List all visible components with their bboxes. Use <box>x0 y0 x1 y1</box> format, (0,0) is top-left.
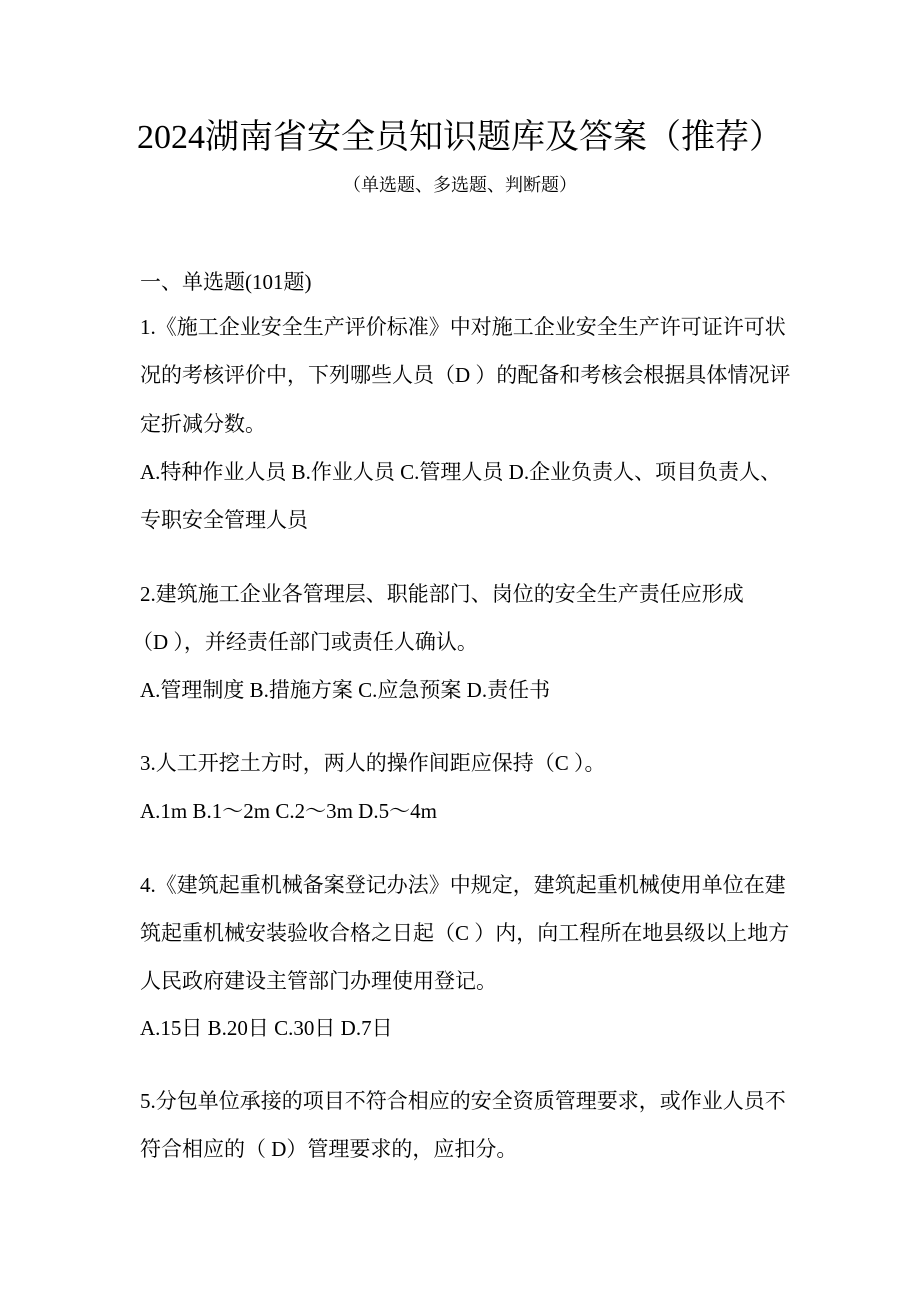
question-text-line: 符合相应的（ D）管理要求的，应扣分。 <box>140 1137 518 1161</box>
question-options-line: A.特种作业人员 B.作业人员 C.管理人员 D.企业负责人、项目负责人、 <box>140 460 782 484</box>
question-text-line: 4.《建筑起重机械备案登记办法》中规定，建筑起重机械使用单位在建 <box>140 873 786 897</box>
question-text-line: 况的考核评价中，下列哪些人员（D ）的配备和考核会根据具体情况评 <box>140 363 791 387</box>
question-text-line: 定折减分数。 <box>140 412 266 436</box>
question-options-line: A.管理制度 B.措施方案 C.应急预案 D.责任书 <box>140 678 551 702</box>
document-subtitle: （单选题、多选题、判断题） <box>343 175 577 195</box>
question-text-line: 2.建筑施工企业各管理层、职能部门、岗位的安全生产责任应形成 <box>140 582 744 606</box>
question-text-line: 筑起重机械安装验收合格之日起（C ）内，向工程所在地县级以上地方 <box>140 921 790 945</box>
question-text-line: 1.《施工企业安全生产评价标准》中对施工企业安全生产许可证许可状 <box>140 315 786 339</box>
question-options-line: A.1m B.1～2m C.2～3m D.5～4m <box>140 799 437 823</box>
question-text-line: （D ），并经责任部门或责任人确认。 <box>132 630 478 654</box>
question-options-line: A.15日 B.20日 C.30日 D.7日 <box>140 1016 393 1040</box>
document-title: 2024湖南省安全员知识题库及答案（推荐） <box>137 119 783 156</box>
section-heading: 一、单选题(101题) <box>140 270 312 294</box>
question-text-line: 5.分包单位承接的项目不符合相应的安全资质管理要求，或作业人员不 <box>140 1089 786 1113</box>
question-text-line: 3.人工开挖土方时，两人的操作间距应保持（C ）。 <box>140 751 606 775</box>
question-text-line: 人民政府建设主管部门办理使用登记。 <box>140 969 497 993</box>
question-options-line: 专职安全管理人员 <box>140 508 308 532</box>
